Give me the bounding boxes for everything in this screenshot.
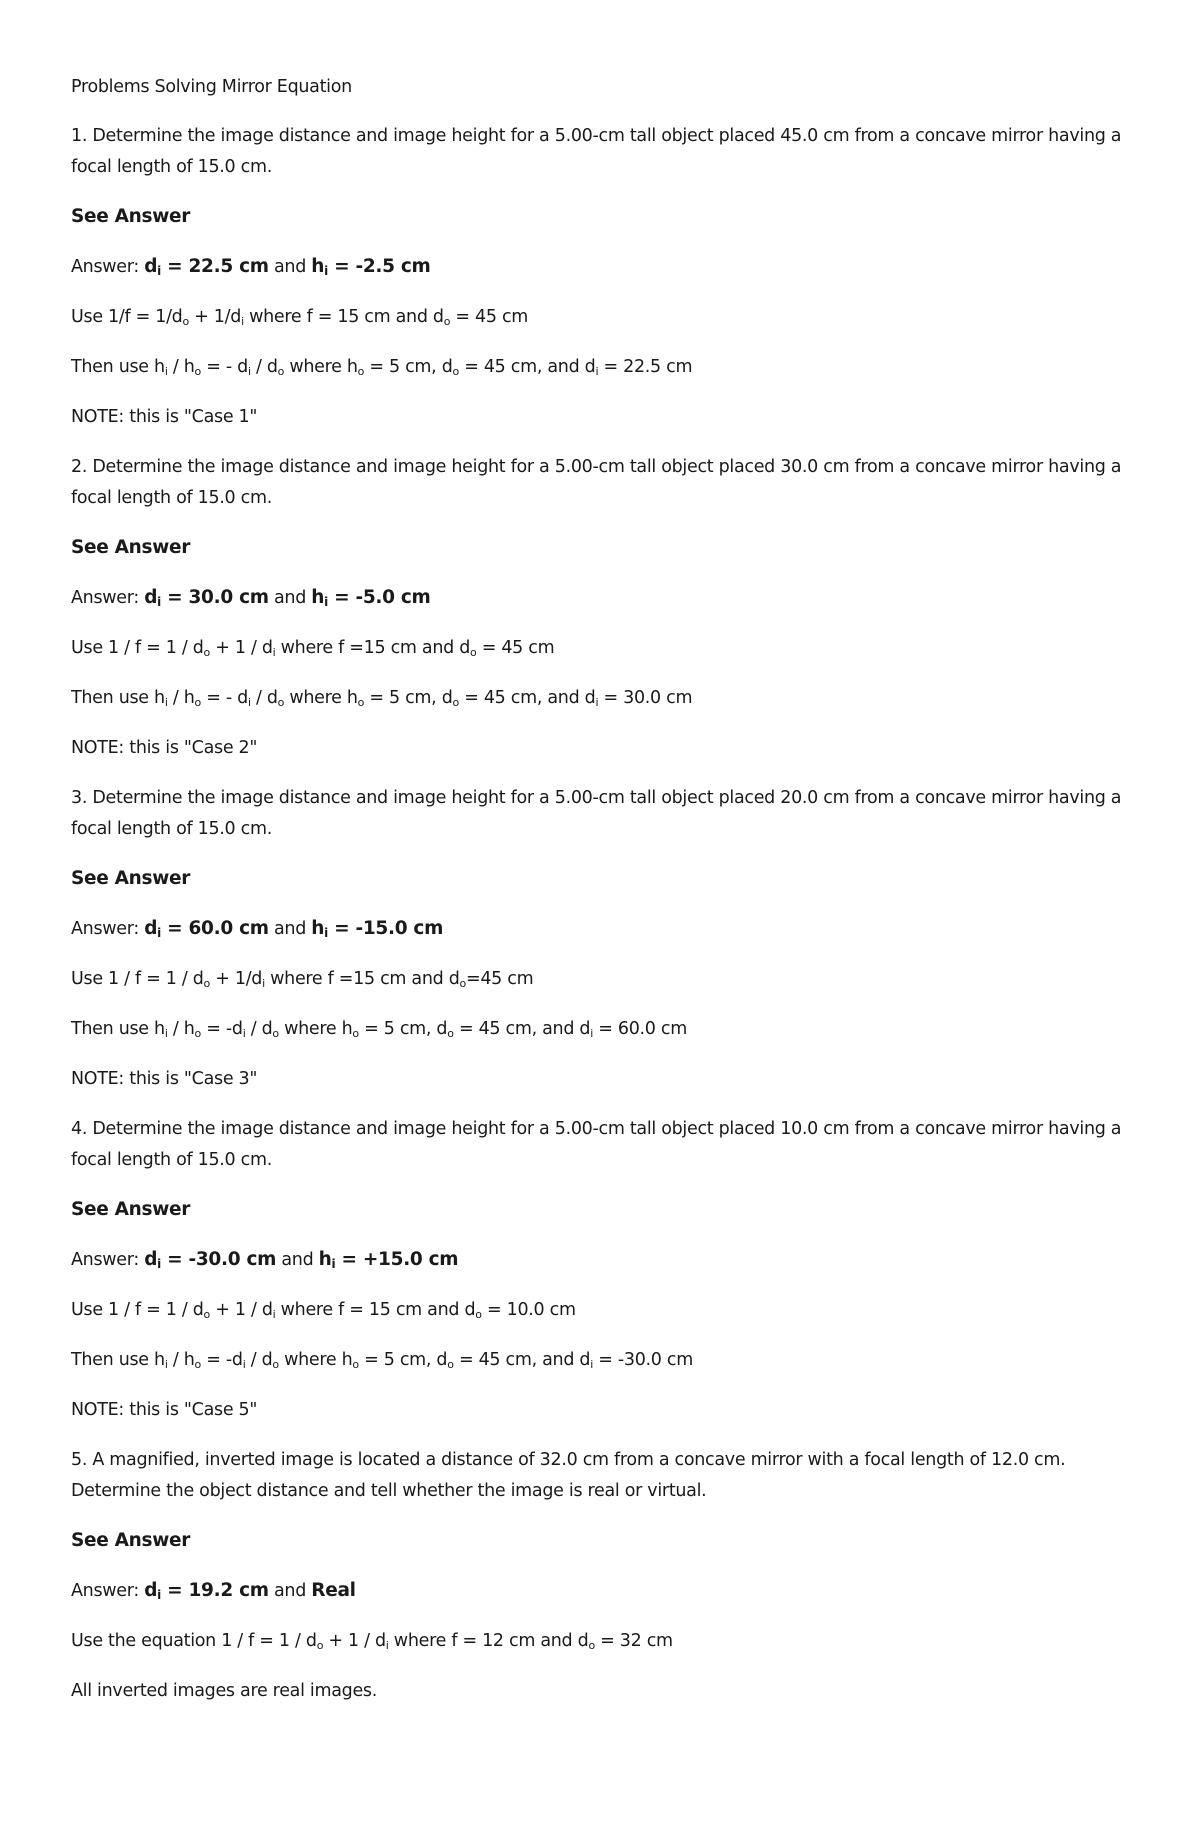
answer-di-value: -30.0 cm — [188, 1249, 277, 1270]
use-equation-line: Use $1 / f = 1 / d_o + 1/d_i$ where f =15 cm and $d_o=45$ cm — [71, 969, 534, 990]
di-value: -30.0 cm — [617, 1350, 693, 1370]
do-value: 45 cm — [483, 357, 537, 377]
do-value: 32 cm — [619, 1631, 673, 1651]
answer-di-value: 22.5 cm — [188, 256, 269, 277]
case-note: NOTE: this is "Case 2" — [71, 738, 258, 758]
f-value: 15 cm — [363, 638, 417, 658]
problem-question: 3. Determine the image distance and image height for a 5.00-cm tall object placed 20.0 cm from a concave mirror having a focal length of 15.0 cm. — [71, 788, 1122, 839]
do-value: 45 cm — [501, 638, 555, 658]
problem-question: 1. Determine the image distance and image height for a 5.00-cm tall object placed 45.0 cm from a concave mirror having a focal length of 15.0 cm. — [71, 126, 1122, 177]
ho-value: 5 cm — [389, 357, 432, 377]
do-value: 10.0 cm — [506, 1300, 576, 1320]
answer-line: Answer: $d_i = 30.0$ cm and $h_i = -5.0$ cm — [71, 587, 431, 609]
then-use-line: Then use $h_i / h_o = -d_i / d_o$ where $h_o = 5$ cm, $d_o = 45$ cm, and $d_i = 60.0$ cm — [71, 1019, 687, 1040]
answer-hi-value: -15.0 cm — [355, 918, 444, 939]
ho-value: 5 cm — [383, 1019, 426, 1039]
do-value: 45 cm — [475, 307, 529, 327]
see-answer-link[interactable]: See Answer — [71, 868, 191, 889]
case-note: NOTE: this is "Case 3" — [71, 1069, 258, 1089]
ho-value: 5 cm — [389, 688, 432, 708]
problem-2 — [71, 452, 1151, 764]
answer-line: Answer: $d_i = 19.2$ cm and Real — [71, 1580, 356, 1602]
di-value: 30.0 cm — [623, 688, 693, 708]
case-note: NOTE: this is "Case 5" — [71, 1400, 258, 1420]
see-answer-link[interactable]: See Answer — [71, 1199, 191, 1220]
do-value: 45 cm — [478, 1019, 532, 1039]
answer-line: Answer: $d_i = -30.0$ cm and $h_i = +15.0$ cm — [71, 1249, 459, 1271]
do-value: 45 cm — [480, 969, 534, 989]
case-note: NOTE: this is "Case 1" — [71, 407, 258, 427]
f-value: 15 cm — [353, 969, 407, 989]
answer-hi-value: -5.0 cm — [355, 587, 431, 608]
problem-4 — [71, 1114, 1151, 1426]
answer-line: Answer: $d_i = 60.0$ cm and $h_i = -15.0$ cm — [71, 918, 444, 940]
document-page — [71, 72, 1151, 1726]
use-equation-prefix: Use the equation 1 / f = 1 / d — [71, 1631, 317, 1651]
see-answer-link[interactable]: See Answer — [71, 206, 191, 227]
problem-question: 2. Determine the image distance and image height for a 5.00-cm tall object placed 30.0 cm from a concave mirror having a focal length of 15.0 cm. — [71, 457, 1122, 508]
answer-di-value: 60.0 cm — [188, 918, 269, 939]
problem-5 — [71, 1445, 1151, 1707]
answer-kind: Real — [311, 1580, 356, 1601]
problem-question: 5. A magnified, inverted image is located a distance of 32.0 cm from a concave mirror with a focal length of 12.0 cm. Determine the object distance and tell whether the image is real or virtual. — [71, 1450, 1066, 1501]
use-equation-line: Use $1 / f = 1 / d_o + 1 / d_i$ where f = 15 cm and $d_o = 10.0$ cm — [71, 1300, 576, 1321]
di-value: 22.5 cm — [623, 357, 693, 377]
ho-value: 5 cm — [383, 1350, 426, 1370]
answer-hi-value: +15.0 cm — [362, 1249, 459, 1270]
f-value: 15 cm — [368, 1300, 422, 1320]
f-value: 12 cm — [482, 1631, 536, 1651]
answer-di-value: 19.2 cm — [188, 1580, 269, 1601]
di-value: 60.0 cm — [617, 1019, 687, 1039]
use-equation-line: Use $1 / f = 1 / d_o + 1 / d_i$ where f =15 cm and $d_o = 45$ cm — [71, 638, 555, 659]
see-answer-link[interactable]: See Answer — [71, 1530, 191, 1551]
see-answer-link[interactable]: See Answer — [71, 537, 191, 558]
then-use-line: Then use $h_i / h_o$ = - $d_i / d_o$ where $h_o = 5$ cm, $d_o = 45$ cm, and $d_i = 30.0$ cm — [71, 688, 693, 709]
then-use-line: Then use $h_i / h_o$ = - $d_i / d_o$ where $h_o = 5$ cm, $d_o = 45$ cm, and $d_i = 22.5$ cm — [71, 357, 693, 378]
then-use-line: Then use $h_i / h_o = -d_i / d_o$ where $h_o = 5$ cm, $d_o = 45$ cm, and $d_i = -30.0$ cm — [71, 1350, 693, 1371]
page-title: Problems Solving Mirror Equation — [71, 77, 352, 97]
problem-3 — [71, 783, 1151, 1095]
closing-statement: All inverted images are real images. — [71, 1681, 377, 1701]
do-value: 45 cm — [478, 1350, 532, 1370]
f-value: 15 cm — [337, 307, 391, 327]
problem-question: 4. Determine the image distance and image height for a 5.00-cm tall object placed 10.0 cm from a concave mirror having a focal length of 15.0 cm. — [71, 1119, 1122, 1170]
answer-di-value: 30.0 cm — [188, 587, 269, 608]
do-value: 45 cm — [483, 688, 537, 708]
use-equation-line: Use the equation $1 / f = 1 / d_o + 1 / d_i$ where f = 12 cm and $d_o = 32$ cm — [71, 1631, 673, 1652]
answer-line: Answer: $d_i = 22.5$ cm and $h_i = -2.5$ cm — [71, 256, 431, 278]
use-equation-line: Use $1/f = 1/d_o + 1/d_i$ where f = 15 cm and $d_o = 45$ cm — [71, 307, 529, 328]
problem-1 — [71, 121, 1151, 433]
answer-hi-value: -2.5 cm — [355, 256, 431, 277]
